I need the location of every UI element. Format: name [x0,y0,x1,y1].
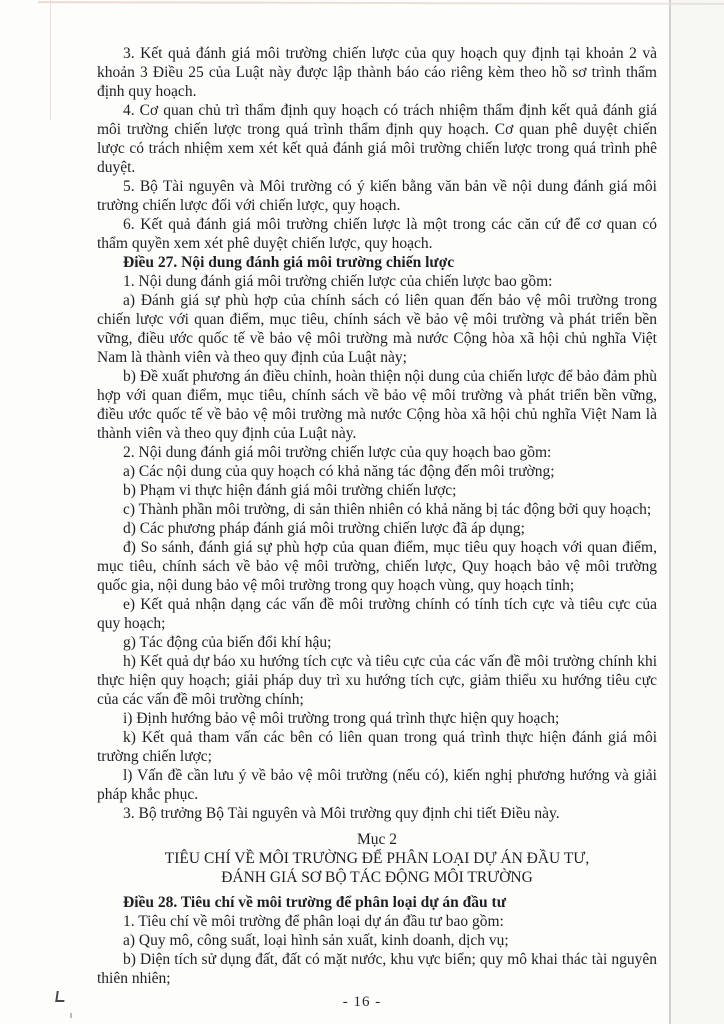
paragraph: a) Quy mô, công suất, loại hình sản xuất, kinh doanh, dịch vụ; [123,932,509,949]
paragraph: e) Kết quả nhận dạng các vấn đề môi trường chính có tính tích cực và tiêu cực của quy hoạch; [97,596,657,632]
paragraph: 3. Kết quả đánh giá môi trường chiến lược của quy hoạch quy định tại khoản 2 và khoản 3 Điều 25 của Luật này được lập thành báo cáo riêng kèm theo hồ sơ trình thẩm định quy hoạch. [97,45,657,100]
paragraph: Điều 28. Tiêu chí về môi trường để phân loại dự án đầu tư [123,894,507,911]
scan-speck-artifact [70,1013,72,1018]
paragraph: TIÊU CHÍ VỀ MÔI TRƯỜNG ĐỂ PHÂN LOẠI DỰ ÁN ĐẦU TƯ, [164,850,590,867]
paragraph: a) Đánh giá sự phù hợp của chính sách có liên quan đến bảo vệ môi trường trong chiến lược với quan điểm, mục tiêu, chính sách về bảo vệ môi trường và phát triển bền vững, điều ước quốc tế về bảo vệ môi trường mà nước Cộng hòa xã hội chủ nghĩa Việt Nam là thành viên và theo quy định của Luật này; [97,292,657,366]
paragraph: 1. Tiêu chí về môi trường để phân loại dự án đầu tư bao gồm: [123,913,504,930]
paragraph: 5. Bộ Tài nguyên và Môi trường có ý kiến bằng văn bản về nội dung đánh giá môi trường chiến lược đối với chiến lược, quy hoạch. [97,178,657,214]
scan-left-edge-line [50,0,51,120]
paragraph: ĐÁNH GIÁ SƠ BỘ TÁC ĐỘNG MÔI TRƯỜNG [221,869,533,886]
paragraph: Mục 2 [356,831,398,848]
paragraph: 1. Nội dung đánh giá môi trường chiến lược của chiến lược bao gồm: [123,273,553,290]
paragraph: l) Vấn đề cần lưu ý về bảo vệ môi trường (nếu có), kiến nghị phương hướng và giải pháp khắc phục. [97,767,657,803]
paragraph: đ) So sánh, đánh giá sự phù hợp của quan điểm, mục tiêu quy hoạch với quan điểm, mục tiêu, chính sách về bảo vệ môi trường, chiến lược, Quy hoạch bảo vệ môi trường quốc gia, nội dung bảo vệ môi trường trong quy hoạch vùng, quy hoạch tỉnh; [97,539,657,594]
paragraph: h) Kết quả dự báo xu hướng tích cực và tiêu cực của các vấn đề môi trường chính khi thực hiện quy hoạch; giải pháp duy trì xu hướng tích cực, giảm thiểu xu hướng tiêu cực của các vấn đề môi trường chính; [97,653,657,708]
paragraph: k) Kết quả tham vấn các bên có liên quan trong quá trình thực hiện đánh giá môi trường chiến lược; [97,729,657,765]
page-number: - 16 - [342,994,382,1010]
paragraph: 6. Kết quả đánh giá môi trường chiến lược là một trong các căn cứ để cơ quan có thẩm quyền xem xét phê duyệt chiến lược, quy hoạch. [97,216,657,252]
paragraph: b) Đề xuất phương án điều chỉnh, hoàn thiện nội dung của chiến lược để bảo đảm phù hợp với quan điểm, mục tiêu, chính sách về bảo vệ môi trường và phát triển bền vững, điều ước quốc tế về bảo vệ môi trường mà nước Cộng hòa xã hội chủ nghĩa Việt Nam là thành viên và theo quy định của Luật này. [97,368,657,442]
paragraph: 2. Nội dung đánh giá môi trường chiến lược của quy hoạch bao gồm: [123,444,552,461]
paragraph: b) Phạm vi thực hiện đánh giá môi trường chiến lược; [123,482,457,499]
paragraph: Điều 27. Nội dung đánh giá môi trường chiến lược [123,254,455,271]
paragraph: i) Định hướng bảo vệ môi trường trong quá trình thực hiện quy hoạch; [123,710,560,727]
paragraph: b) Diện tích sử dụng đất, đất có mặt nước, khu vực biển; quy mô khai thác tài nguyên thiên nhiên; [97,951,657,987]
paragraph: g) Tác động của biến đổi khí hậu; [123,634,332,651]
paragraph: c) Thành phần môi trường, di sản thiên nhiên có khả năng bị tác động bởi quy hoạch; [123,501,652,518]
paragraph: d) Các phương pháp đánh giá môi trường chiến lược đã áp dụng; [123,520,525,537]
scanner-bed-strip [671,0,724,1024]
paragraph: a) Các nội dung của quy hoạch có khả năng tác động đến môi trường; [123,463,555,480]
scan-top-edge-line [38,1,724,5]
paragraph: 3. Bộ trưởng Bộ Tài nguyên và Môi trường quy định chi tiết Điều này. [123,805,560,822]
paragraph: 4. Cơ quan chủ trì thẩm định quy hoạch có trách nhiệm thẩm định kết quả đánh giá môi trường chiến lược trong quá trình thẩm định quy hoạch. Cơ quan phê duyệt chiến lược có trách nhiệm xem xét kết quả đánh giá môi trường chiến lược trong quá trình phê duyệt. [97,102,657,176]
page-right-edge-line [669,0,671,1024]
document-body [97,44,657,988]
